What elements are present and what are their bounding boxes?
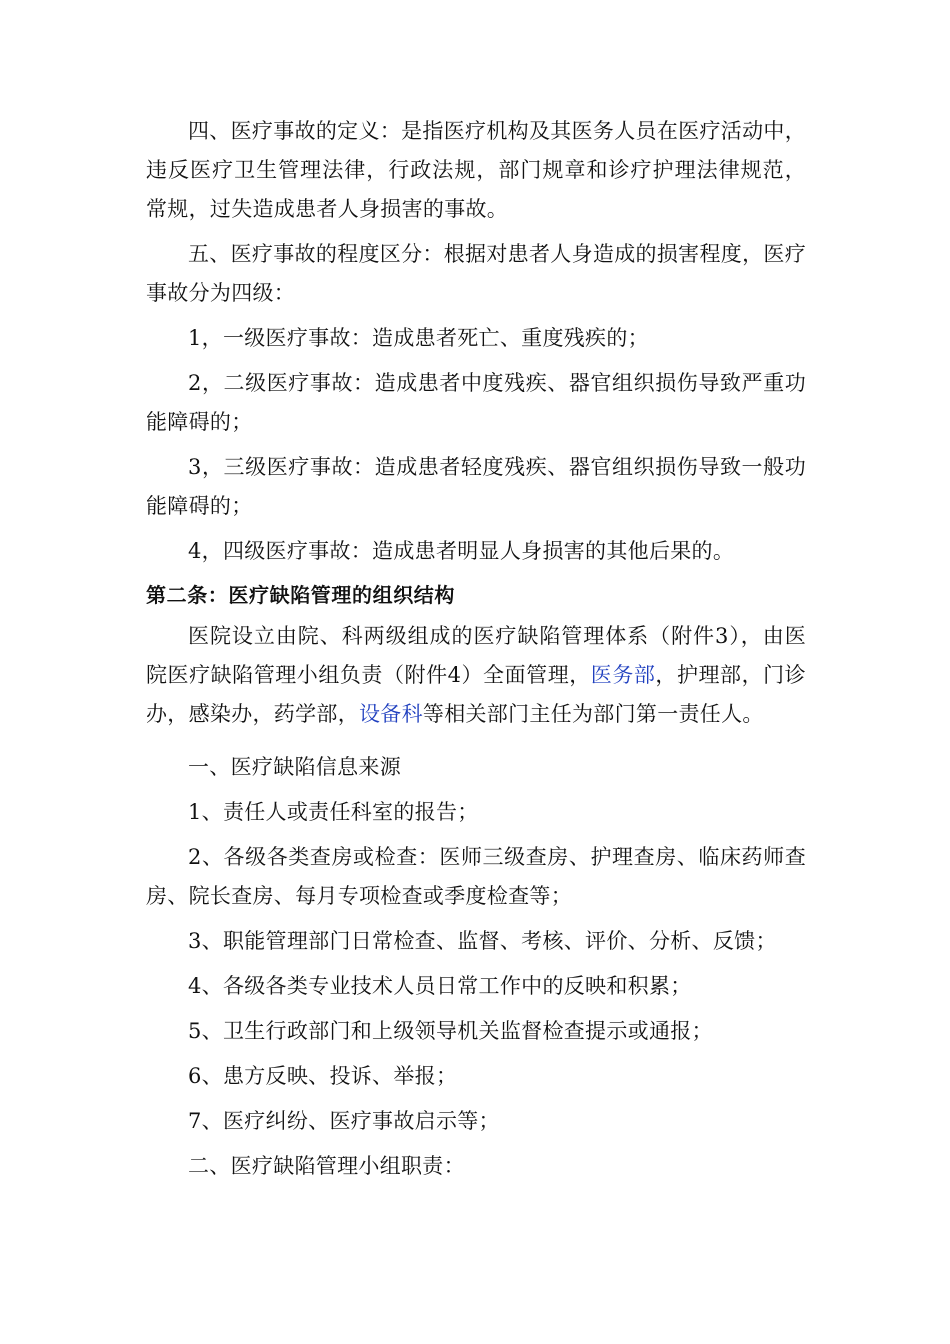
list-item-level-4: 4，四级医疗事故：造成患者明显人身损害的其他后果的。 <box>188 539 735 563</box>
list-item-source-3: 3、职能管理部门日常检查、监督、考核、评价、分析、反馈； <box>188 929 777 953</box>
org-text-part1: 医院设立由院、科两级组成的医疗缺陷管理体系（附件3），由医院医疗缺陷管理小组负责（附件4）全面管理， <box>146 624 806 687</box>
list-item-source-5: 5、卫生行政部门和上级领导机关监督检查提示或通报； <box>188 1019 713 1043</box>
org-text-part2: ，护理部，门诊办，感染办，药学部， <box>146 663 806 726</box>
list-item-source-4: 4、各级各类专业技术人员日常工作中的反映和积累； <box>188 974 692 998</box>
document-page <box>146 112 806 1192</box>
list-item-level-2: 2，二级医疗事故：造成患者中度残疾、器官组织损伤导致严重功能障碍的； <box>146 371 806 434</box>
list-item-source-1: 1、责任人或责任科室的报告； <box>188 800 479 824</box>
list-item-level-3: 3，三级医疗事故：造成患者轻度残疾、器官组织损伤导致一般功能障碍的； <box>146 455 806 518</box>
subheading-team-duties: 二、医疗缺陷管理小组职责： <box>188 1154 465 1178</box>
list-item-source-2: 2、各级各类查房或检查：医师三级查房、护理查房、临床药师查房、院长查房、每月专项检查或季度检查等； <box>146 845 806 908</box>
section-heading: 第二条：医疗缺陷管理的组织结构 <box>146 583 455 607</box>
link-medical-affairs[interactable]: 医务部 <box>590 663 656 687</box>
paragraph-accident-definition: 四、医疗事故的定义：是指医疗机构及其医务人员在医疗活动中，违反医疗卫生管理法律，行政法规，部门规章和诊疗护理法律规范，常规，过失造成患者人身损害的事故。 <box>146 119 806 221</box>
paragraph-org-structure <box>146 617 806 734</box>
link-equipment-dept[interactable]: 设备科 <box>359 702 423 726</box>
list-item-source-7: 7、医疗纠纷、医疗事故启示等； <box>188 1109 500 1133</box>
paragraph-accident-levels-intro: 五、医疗事故的程度区分：根据对患者人身造成的损害程度，医疗事故分为四级： <box>146 242 806 305</box>
list-item-source-6: 6、患方反映、投诉、举报； <box>188 1064 458 1088</box>
subheading-info-sources: 一、医疗缺陷信息来源 <box>188 755 401 779</box>
org-text-part3: 等相关部门主任为部门第一责任人。 <box>422 702 764 726</box>
list-item-level-1: 1，一级医疗事故：造成患者死亡、重度残疾的； <box>188 326 649 350</box>
